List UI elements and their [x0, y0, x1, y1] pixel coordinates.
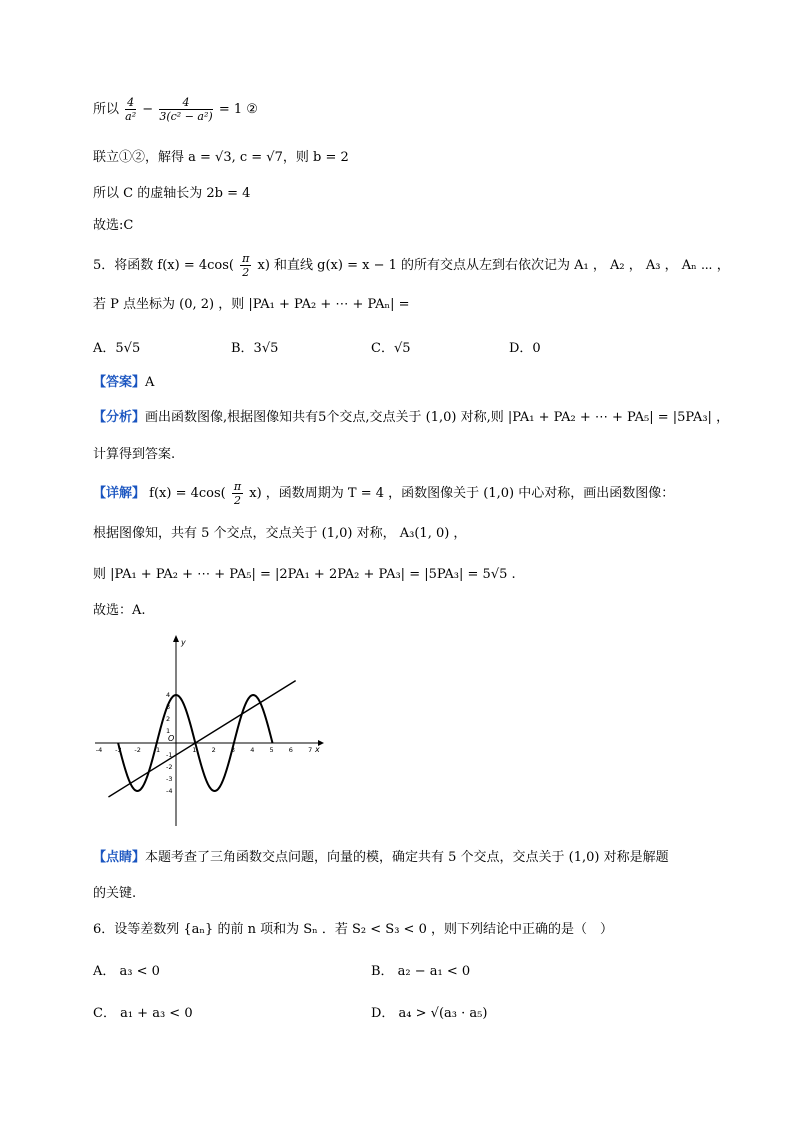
detail-line-3: 则 |PA₁ + PA₂ + ⋯ + PA₅| = |2PA₁ + 2PA₂ + PA₃| = |5PA₃| = 5√5 . [93, 567, 516, 582]
numerator: 4 [159, 96, 212, 110]
q6-option-d: D． a₄ > √(a₃ · a₅) [371, 1006, 488, 1021]
x-tick-label: 7 [308, 746, 313, 754]
x-tick-label: -3 [115, 746, 122, 754]
y-axis-label: y [181, 638, 186, 647]
text: = 1 ② [218, 102, 258, 117]
text: f(x) = 4cos( [149, 486, 226, 501]
conclusion-line: 故选：A. [93, 603, 146, 618]
y-axis-arrow [173, 635, 179, 642]
fraction [232, 480, 243, 507]
denominator: a² [125, 110, 137, 123]
comment-line [93, 848, 669, 868]
text: x) 和直线 g(x) = x − 1 的所有交点从左到右依次记为 A₁ ， A₂ ， A₃ ， Aₙ ⋯ ， [257, 258, 730, 273]
text: 画出函数图像,根据图像知共有5个交点,交点关于 (1,0) 对称,则 |PA₁ + PA₂ + ⋯ + PA₅| = |5PA₃| ， [145, 410, 730, 425]
denominator: 3(c² − a²) [159, 110, 213, 123]
option-a: A．5√5 [93, 341, 141, 356]
answer-line [93, 373, 154, 393]
x-tick-label: -4 [95, 746, 103, 754]
y-tick-label: -2 [166, 763, 173, 771]
detail-line-2: 根据图像知，共有 5 个交点，交点关于 (1,0) 对称， A₃(1, 0) ， [93, 526, 467, 541]
denominator: 2 [242, 266, 250, 279]
x-tick-label: -1 [153, 746, 161, 754]
q6-option-b: B． a₂ − a₁ < 0 [371, 964, 471, 979]
origin-label: O [168, 734, 175, 743]
y-tick-label: -3 [166, 775, 173, 783]
detail-line [93, 480, 674, 507]
function-graph [93, 628, 328, 828]
denominator: 2 [233, 494, 241, 507]
fraction [240, 252, 251, 279]
option-d: D．0 [509, 341, 541, 356]
detail-tag: 【详解】 [93, 486, 146, 501]
analysis-line [93, 408, 729, 428]
fraction [125, 96, 136, 123]
q6-option-a: A． a₃ < 0 [93, 964, 160, 979]
comment-line-2: 的关键. [93, 886, 137, 901]
imag-axis-line: 所以 C 的虚轴长为 2b = 4 [93, 186, 251, 201]
answer-tag: 【答案】 [93, 375, 146, 390]
minus: − [142, 102, 154, 117]
analysis-line-2: 计算得到答案. [93, 447, 176, 462]
analysis-tag: 【分析】 [93, 410, 146, 425]
y-tick-label: -4 [166, 787, 173, 795]
x-tick-label: 6 [288, 746, 293, 754]
text: 5．将函数 f(x) = 4cos( [93, 258, 234, 273]
x-tick-label: 3 [230, 746, 236, 754]
x-tick-label: 2 [211, 746, 216, 754]
numerator: 4 [127, 96, 135, 109]
eq-line-1 [93, 96, 258, 123]
y-tick-label: -1 [166, 751, 173, 759]
y-tick-label: 3 [166, 703, 171, 711]
q6-option-c: C． a₁ + a₃ < 0 [93, 1006, 193, 1021]
y-tick-label: 1 [166, 727, 171, 735]
y-tick-label: 2 [166, 715, 171, 723]
x-axis-label: x [315, 745, 320, 754]
numerator: π [242, 252, 250, 265]
question-5-stem-2: 若 P 点坐标为 (0, 2) ，则 |PA₁ + PA₂ + ⋯ + PAₙ| = [93, 297, 410, 312]
x-tick-label: 5 [269, 746, 274, 754]
text: 所以 [93, 102, 120, 117]
question-5-stem [93, 252, 730, 279]
line-g [108, 681, 295, 797]
y-tick-label: 4 [166, 691, 171, 699]
question-6-stem: 6．设等差数列 {aₙ} 的前 n 项和为 Sₙ ．若 S₂ < S₃ < 0 ，则下列结论中正确的是（ ） [93, 922, 613, 937]
comment-tag: 【点睛】 [93, 850, 146, 865]
x-tick-label: 1 [192, 746, 197, 754]
x-tick-label: -2 [134, 746, 141, 754]
text: 本题考查了三角函数交点问题，向量的模，确定共有 5 个交点，交点关于 (1,0) 对称是解题 [145, 850, 669, 865]
fraction [159, 96, 212, 123]
solve-line: 联立①②，解得 a = √3, c = √7，则 b = 2 [93, 150, 349, 165]
x-tick-label: 4 [250, 746, 255, 754]
numerator: π [233, 480, 242, 493]
x-tick-labels [96, 746, 312, 754]
choice-line: 故选:C [93, 218, 134, 233]
option-c: C．√5 [371, 341, 411, 356]
text: x) ，函数周期为 T = 4 ，函数图像关于 (1,0) 中心对称，画出函数图像： [249, 486, 675, 501]
option-b: B．3√5 [231, 341, 279, 356]
answer-value: A [145, 375, 155, 390]
